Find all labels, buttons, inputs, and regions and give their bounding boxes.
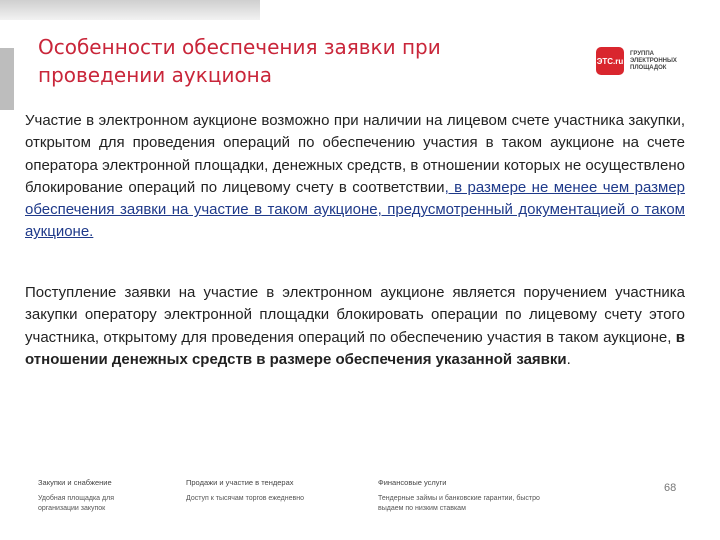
paragraph-1-link[interactable]: , в размере не менее чем размер обеспечения заявки на участие в таком аукционе, предусмотренный документацией о таком аукционе. bbox=[25, 178, 686, 241]
title-accent-bar bbox=[0, 48, 14, 110]
footer-heading: Финансовые услуги bbox=[378, 478, 447, 487]
page-number: 68 bbox=[664, 482, 677, 494]
footer-col-3 bbox=[378, 478, 548, 514]
footer-heading: Продажи и участие в тендерах bbox=[186, 478, 294, 487]
paragraph-2-text: Поступление заявки на участие в электронном аукционе является поручением участника закупки оператору электронной площадки блокировать операции по лицевому счету этого участника, открытому для проведения операций по обеспечению участия в таком аукционе, bbox=[25, 284, 685, 346]
paragraph-2-end: . bbox=[566, 350, 571, 368]
top-decoration bbox=[0, 0, 260, 20]
footer-col-2 bbox=[186, 478, 336, 504]
page-title: Особенности обеспечения заявки при проведении аукциона bbox=[38, 35, 441, 87]
paragraph-1-text: Участие в электронном аукционе возможно при наличии на лицевом счете участника закупки, открытом для проведения операций по обеспечению участия в таком аукционе на счете оператора электронной площадки, денежных средств, в отношении которых не осуществлено блокирование операций по лицевому счету в соответствии bbox=[25, 112, 685, 196]
paragraph-2 bbox=[25, 282, 685, 371]
logo-mark: ЭТС.ru bbox=[596, 47, 624, 75]
footer-text: Доступ к тысячам торгов ежедневно bbox=[186, 495, 304, 502]
footer-text: Удобная площадка для организации закупок bbox=[38, 495, 114, 512]
logo bbox=[596, 47, 690, 75]
footer-heading: Закупки и снабжение bbox=[38, 478, 112, 487]
logo-text: ГРУППА ЭЛЕКТРОННЫХ ПЛОЩАДОК bbox=[630, 50, 677, 71]
paragraph-2-bold: в отношении денежных средств в размере обеспечения указанной заявки bbox=[25, 328, 685, 368]
footer-col-1 bbox=[38, 478, 148, 514]
footer-text: Тендерные займы и банковские гарантии, быстро выдаем по низким ставкам bbox=[378, 495, 540, 512]
paragraph-1 bbox=[25, 110, 685, 244]
